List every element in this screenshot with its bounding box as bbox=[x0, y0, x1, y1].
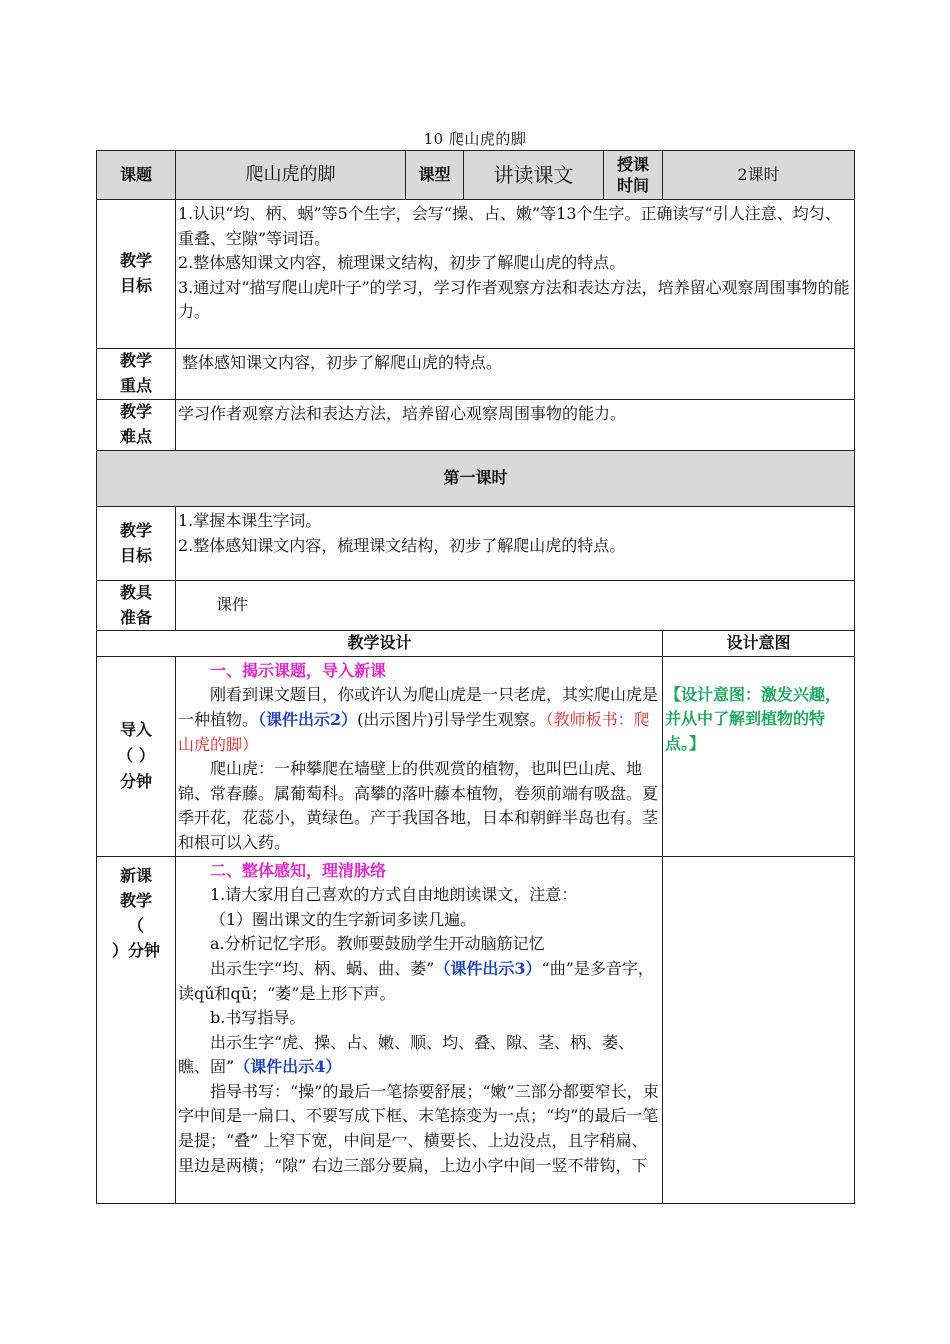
goal-item: 1.认识“均、柄、蜗”等5个生字，会写“操、占、嫩”等13个生字。正确读写“引人注意、均匀、重叠、空隙”等词语。 bbox=[178, 204, 841, 248]
lesson-1-title: 第一课时 bbox=[97, 451, 855, 507]
new-lesson-label-line-1: 新课 bbox=[119, 865, 152, 885]
key-points-row bbox=[97, 349, 855, 400]
new-lesson-intent bbox=[663, 856, 855, 1203]
design-column-header: 教学设计 bbox=[97, 631, 663, 657]
goals-label bbox=[97, 200, 176, 349]
tools-label-line-2: 准备 bbox=[119, 607, 152, 627]
new-lesson-step: b.书写指导。 bbox=[210, 1008, 306, 1028]
new-lesson-label-line-4: ）分钟 bbox=[111, 940, 160, 960]
tools-label bbox=[97, 581, 176, 631]
tools-label-line-1: 教具 bbox=[119, 583, 152, 602]
intro-label-line-3: 分钟 bbox=[119, 772, 152, 792]
hours-label bbox=[604, 151, 663, 200]
difficulties-label-line-2: 难点 bbox=[119, 427, 152, 446]
hours-label-line-2: 时间 bbox=[616, 176, 649, 195]
new-lesson-label bbox=[97, 856, 176, 1203]
tools-content bbox=[176, 581, 855, 631]
new-lesson-label-line-2: 教学 bbox=[119, 890, 152, 910]
lesson-1-goals-label bbox=[97, 507, 176, 581]
new-lesson-heading: 二、整体感知，理清脉络 bbox=[210, 860, 387, 880]
new-lesson-step: a.分析记忆字形。教师要鼓励学生开动脑筋记忆 bbox=[210, 934, 545, 954]
new-lesson-step: 1.请大家用自己喜欢的方式自由地朗读课文，注意： bbox=[210, 885, 578, 905]
tools-text: 课件 bbox=[216, 595, 249, 615]
goal-item: 3.通过对“描写爬山虎叶子”的学习，学习作者观察方法和表达方法，培养留心观察周围事物的能力。 bbox=[178, 277, 850, 322]
lesson-1-goals-label-line-2: 目标 bbox=[119, 545, 152, 565]
intro-label bbox=[97, 656, 176, 856]
new-lesson-step: 出示生字“虎、操、占、嫩、顺、均、叠、隙、茎、柄、萎、瞧、固”（课件出示4） bbox=[178, 1032, 635, 1077]
intent-column-header: 设计意图 bbox=[663, 631, 855, 657]
header-row bbox=[97, 151, 855, 200]
key-points-label bbox=[97, 349, 176, 400]
new-lesson-step: 指导书写：“操”的最后一笔捺要舒展；“嫩”三部分都要窄长，束字中间是一扁口、不要写成下框、末笔捺变为一点；“均”的最后一笔是提；“叠” 上窄下宽，中间是冖、横要长、上边没点，且字稍扁、里边是两横；“隙” 右边三部分要扁，上边小字中间一竖不带钩，下 bbox=[178, 1081, 659, 1175]
intro-intent bbox=[663, 656, 855, 856]
difficulties-content bbox=[176, 400, 855, 451]
lesson-1-goals-row bbox=[97, 507, 855, 581]
topic-value: 爬山虎的脚 bbox=[176, 151, 406, 200]
lesson-1-goal-item: 1.掌握本课生字词。 bbox=[178, 511, 322, 530]
new-lesson-step: 出示生字“均、柄、蜗、曲、萎”（课件出示3）“曲”是多音字，读qǔ和qū；“萎”是上形下声。 bbox=[178, 958, 654, 1003]
goals-label-line-2: 目标 bbox=[119, 276, 152, 295]
difficulties-label bbox=[97, 400, 176, 451]
goals-row bbox=[97, 200, 855, 349]
key-points-content bbox=[176, 349, 855, 400]
goals-label-line-1: 教学 bbox=[119, 251, 152, 271]
design-header-row bbox=[97, 631, 855, 657]
topic-label: 课题 bbox=[97, 151, 176, 200]
intro-heading: 一、揭示课题，导入新课 bbox=[210, 660, 387, 680]
intro-content bbox=[176, 656, 663, 856]
hours-label-line-1: 授课 bbox=[616, 155, 649, 174]
difficulties-text: 学习作者观察方法和表达方法，培养留心观察周围事物的能力。 bbox=[178, 404, 627, 423]
type-value: 讲读课文 bbox=[464, 151, 604, 200]
difficulties-row bbox=[97, 400, 855, 451]
intro-intent-text: 【设计意图：激发兴趣，并从中了解到植物的特点。】 bbox=[665, 684, 842, 753]
lesson-1-goals-content bbox=[176, 507, 855, 581]
intro-label-line-1: 导入 bbox=[119, 720, 152, 740]
goal-item: 2.整体感知课文内容，梳理课文结构，初步了解爬山虎的特点。 bbox=[178, 253, 626, 273]
lesson-1-goals-label-line-1: 教学 bbox=[119, 520, 152, 540]
new-lesson-content bbox=[176, 856, 663, 1203]
intro-label-line-2: （ ） bbox=[117, 746, 155, 766]
new-lesson-row bbox=[97, 856, 855, 1203]
lesson-1-goal-item: 2.整体感知课文内容，梳理课文结构，初步了解爬山虎的特点。 bbox=[178, 535, 626, 555]
new-lesson-label-line-3: （ bbox=[127, 915, 144, 935]
tools-row bbox=[97, 581, 855, 631]
intro-paragraph-2: 爬山虎：一种攀爬在墙壁上的供观赏的植物，也叫巴山虎、地锦、常春藤。属葡萄科。高攀的落叶藤本植物，卷须前端有吸盘。夏季开花，花蕊小，黄绿色。产于我国各地，日本和朝鲜半岛也有。茎和根可以入药。 bbox=[178, 759, 659, 852]
key-points-label-line-2: 重点 bbox=[119, 376, 152, 395]
lesson-plan-table bbox=[96, 150, 855, 1204]
hours-value: 2课时 bbox=[663, 151, 855, 200]
document-title: 10 爬山虎的脚 bbox=[423, 130, 527, 148]
difficulties-label-line-1: 教学 bbox=[119, 402, 152, 422]
key-points-text: 整体感知课文内容，初步了解爬山虎的特点。 bbox=[182, 353, 503, 372]
key-points-label-line-1: 教学 bbox=[119, 351, 152, 371]
intro-row bbox=[97, 656, 855, 856]
goals-content bbox=[176, 200, 855, 349]
new-lesson-step: （1）圈出课文的生字新词多读几遍。 bbox=[210, 909, 477, 929]
intro-paragraph-1: 刚看到课文题目，你或许认为爬山虎是一只老虎，其实爬山虎是一种植物。（课件出示2）(出示图片)引导学生观察。（教师板书：爬山虎的脚） bbox=[178, 685, 659, 754]
lesson-1-title-row bbox=[97, 451, 855, 507]
type-label: 课型 bbox=[406, 151, 464, 200]
